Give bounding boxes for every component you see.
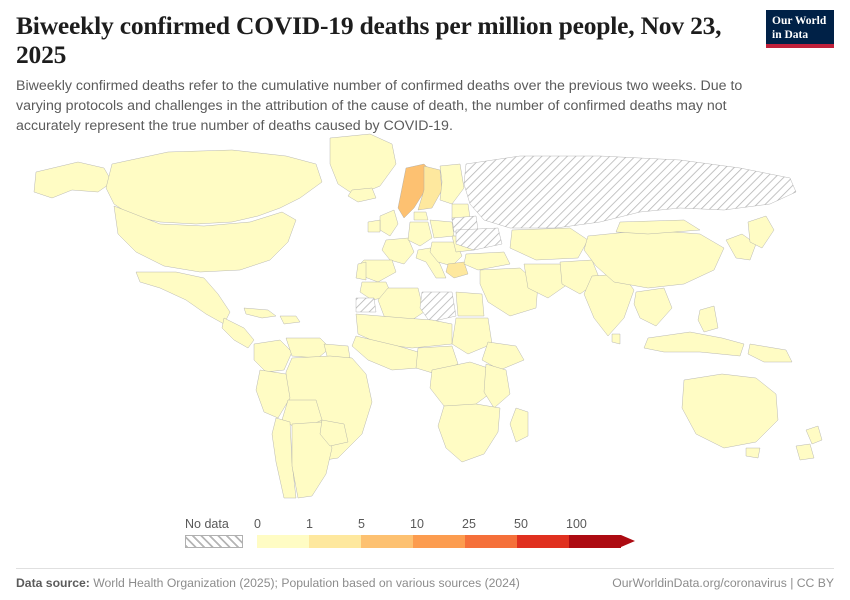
- country-portugal[interactable]: [356, 262, 366, 280]
- footer-source: [16, 576, 520, 590]
- legend-bin-0[interactable]: [254, 517, 309, 548]
- legend-no-data-swatch[interactable]: [185, 535, 243, 548]
- country-hispaniola[interactable]: [280, 316, 300, 324]
- country-greenland[interactable]: [330, 134, 396, 196]
- country-colombia[interactable]: [254, 340, 292, 372]
- legend-bins[interactable]: [254, 517, 621, 548]
- map-countries: [34, 134, 822, 498]
- footer-source-text: World Health Organization (2025); Population based on various sources (2024): [93, 576, 520, 590]
- legend-tick-3: 10: [410, 517, 424, 531]
- logo-line-1: Our World: [772, 15, 827, 27]
- country-tasmania[interactable]: [746, 448, 760, 458]
- country-southern-africa[interactable]: [438, 404, 500, 462]
- country-libya-no-data[interactable]: [420, 292, 456, 322]
- country-central-asia[interactable]: [510, 228, 588, 260]
- country-mexico[interactable]: [136, 272, 230, 324]
- footer-source-label: Data source:: [16, 576, 90, 590]
- country-venezuela[interactable]: [286, 338, 330, 358]
- our-world-in-data-logo[interactable]: [766, 10, 834, 48]
- country-iceland[interactable]: [348, 188, 376, 202]
- country-new-zealand[interactable]: [806, 426, 822, 444]
- footer-links: [612, 576, 834, 590]
- country-philippines[interactable]: [698, 306, 718, 332]
- page-title: Biweekly confirmed COVID-19 deaths per million people, Nov 23, 2025: [16, 11, 722, 69]
- legend-bin-3[interactable]: [410, 517, 465, 548]
- legend-tick-0: 0: [254, 517, 261, 531]
- country-southeast-asia[interactable]: [634, 288, 672, 326]
- country-western-sahara-no-data[interactable]: [356, 298, 376, 312]
- country-russia-no-data[interactable]: [464, 156, 796, 228]
- world-map[interactable]: [0, 112, 850, 502]
- country-egypt[interactable]: [456, 292, 484, 316]
- chart-footer: [16, 568, 834, 590]
- legend-bin-5[interactable]: [514, 517, 569, 548]
- country-sri-lanka[interactable]: [612, 334, 620, 344]
- footer-license[interactable]: CC BY: [796, 576, 834, 590]
- country-turkey[interactable]: [464, 252, 510, 270]
- country-cuba[interactable]: [244, 308, 276, 318]
- chart-subtitle: Biweekly confirmed deaths refer to the cumulative number of confirmed deaths over the previous two weeks. Due to varying protocols and challenges in the attribution of the cause of death, the number of confirmed deaths may not accurately represent the true number of deaths caused by COVID-19.: [16, 78, 743, 135]
- country-new-guinea[interactable]: [748, 344, 792, 362]
- country-canada[interactable]: [106, 150, 322, 224]
- legend-tick-5: 50: [514, 517, 528, 531]
- country-east-africa[interactable]: [484, 364, 510, 408]
- legend-tick-6: 100: [566, 517, 587, 531]
- logo-line-2: in Data: [772, 28, 809, 41]
- country-mongolia[interactable]: [616, 220, 700, 234]
- country-ireland[interactable]: [368, 220, 380, 232]
- country-poland[interactable]: [430, 220, 454, 238]
- legend-bin-2[interactable]: [358, 517, 413, 548]
- country-denmark[interactable]: [414, 212, 428, 220]
- country-central-africa[interactable]: [430, 362, 492, 410]
- map-legend[interactable]: [0, 508, 850, 554]
- legend-tick-1: 1: [306, 517, 313, 531]
- country-finland[interactable]: [440, 164, 464, 204]
- country-germany[interactable]: [408, 222, 432, 246]
- country-new-zealand-south[interactable]: [796, 444, 814, 460]
- country-alaska[interactable]: [34, 162, 112, 198]
- legend-bin-4[interactable]: [462, 517, 517, 548]
- legend-arrow-tip: [621, 535, 635, 547]
- country-central-america[interactable]: [222, 318, 254, 348]
- footer-separator: |: [790, 576, 794, 590]
- country-australia[interactable]: [682, 374, 778, 448]
- footer-site-link[interactable]: OurWorldinData.org/coronavirus: [612, 576, 787, 590]
- legend-bin-6[interactable]: [566, 517, 621, 548]
- legend-tick-4: 25: [462, 517, 476, 531]
- legend-bin-1[interactable]: [306, 517, 361, 548]
- legend-tick-2: 5: [358, 517, 365, 531]
- country-indonesia[interactable]: [644, 332, 744, 356]
- legend-no-data-label: No data: [185, 517, 229, 531]
- country-united-kingdom[interactable]: [380, 210, 398, 236]
- country-madagascar[interactable]: [510, 408, 528, 442]
